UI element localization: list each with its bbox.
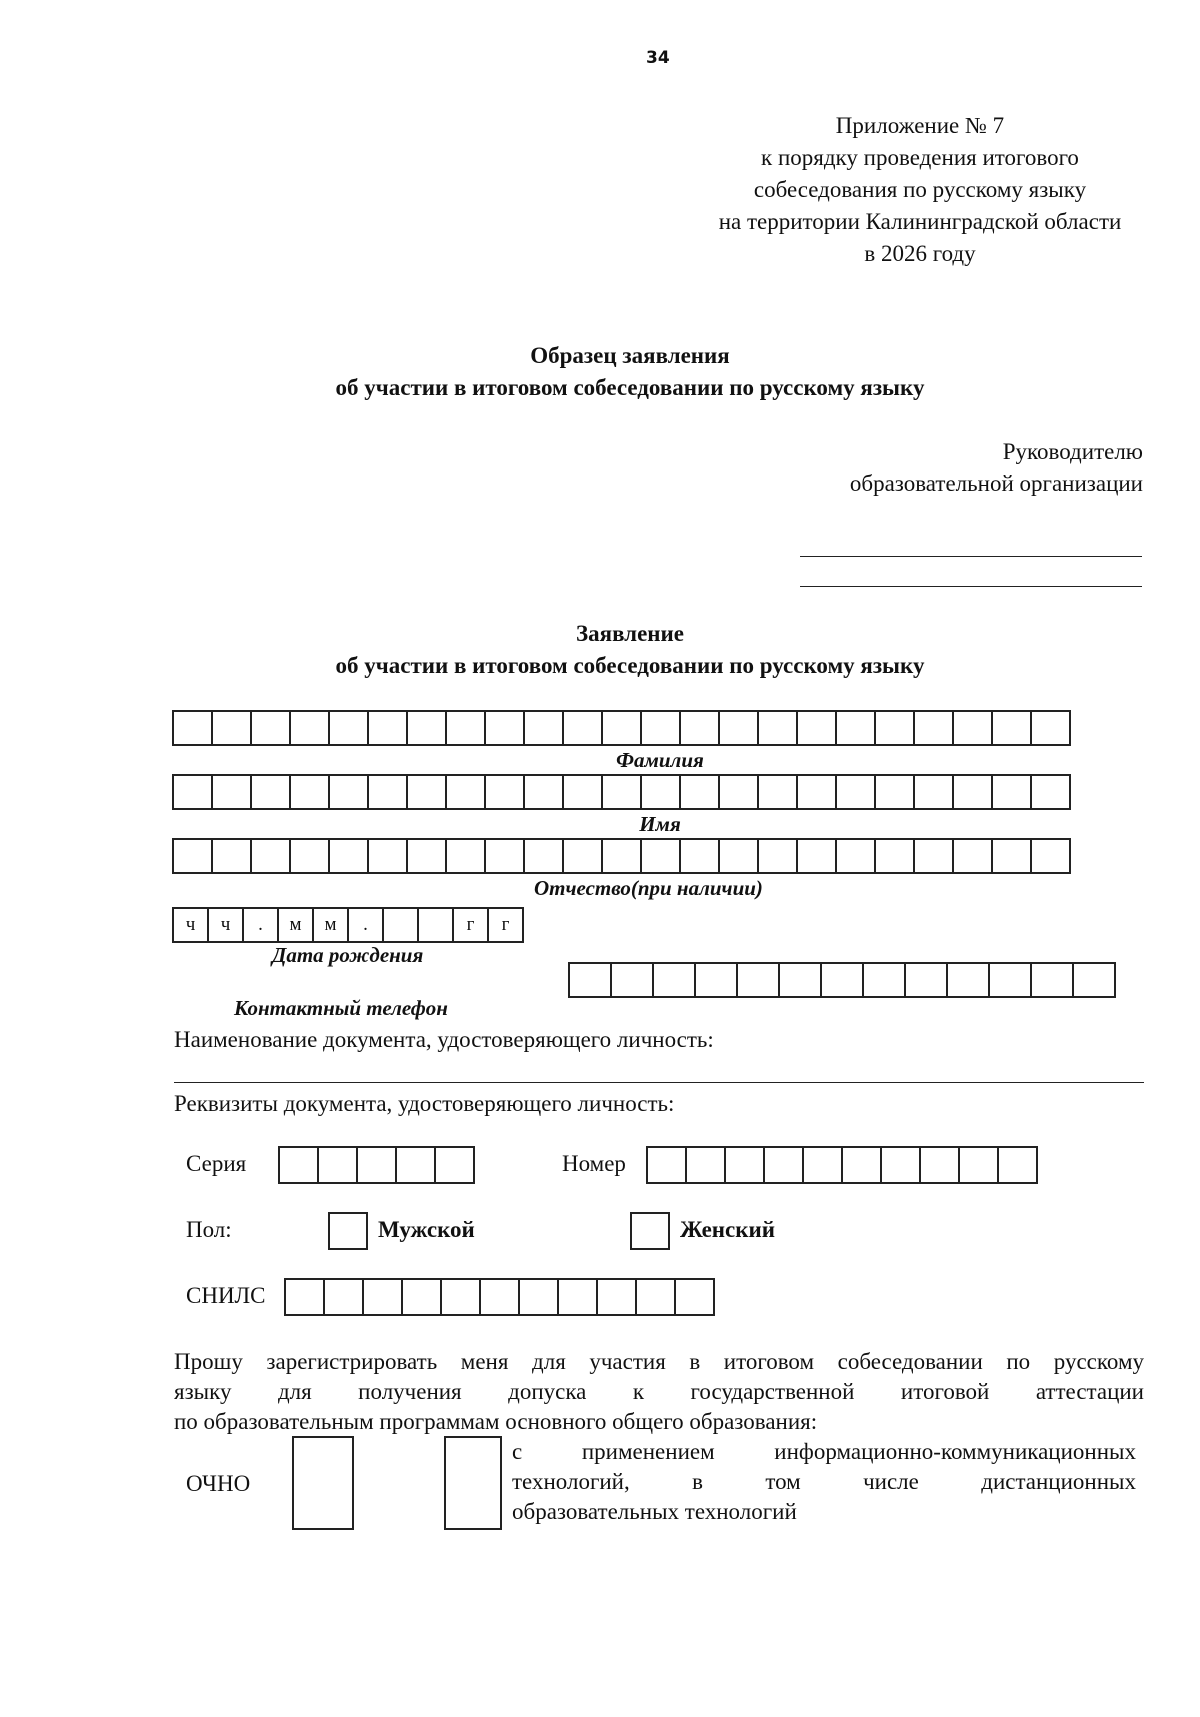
surname-input[interactable] [172,710,1071,746]
letter-cell[interactable] [523,710,564,746]
letter-cell[interactable] [679,838,720,874]
appendix-block [620,110,1200,270]
surname-label: Фамилия [616,748,704,772]
letter-cell[interactable] [523,774,564,810]
birth-date-input[interactable] [172,907,524,943]
in-person-label: ОЧНО [186,1471,251,1496]
snils-input[interactable] [284,1278,715,1316]
letter-cell[interactable] [991,774,1032,810]
letter-cell[interactable] [289,774,330,810]
appendix-line: Приложение № 7 [835,113,1005,138]
letter-cell[interactable] [484,710,525,746]
letter-cell[interactable] [1030,962,1074,998]
letter-cell[interactable] [250,774,291,810]
remote-label-line: образовательных технологий [512,1499,797,1524]
letter-cell[interactable] [211,838,252,874]
letter-cell[interactable] [1030,710,1071,746]
letter-cell[interactable] [674,1278,715,1316]
letter-cell[interactable] [991,838,1032,874]
letter-cell[interactable] [820,962,864,998]
addressee-line: образовательной организации [849,471,1143,496]
appendix-line: в 2026 году [864,241,976,266]
letter-cell[interactable] [406,774,447,810]
series-input[interactable] [278,1146,475,1184]
letter-cell[interactable]: м [312,907,349,943]
remote-checkbox[interactable] [444,1436,502,1530]
letter-cell[interactable] [434,1146,475,1184]
letter-cell[interactable] [952,710,993,746]
letter-cell[interactable] [395,1146,436,1184]
letter-cell[interactable] [445,710,486,746]
letter-cell[interactable] [211,710,252,746]
letter-cell[interactable] [367,838,408,874]
letter-cell[interactable] [406,838,447,874]
letter-cell[interactable] [211,774,252,810]
letter-cell[interactable]: г [452,907,489,943]
letter-cell[interactable] [685,1146,726,1184]
page-number: 34 [646,48,670,68]
application-title-line: Заявление [575,621,685,646]
letter-cell[interactable] [362,1278,403,1316]
appendix-line: собеседования по русскому языку [753,177,1087,202]
letter-cell[interactable] [557,1278,598,1316]
letter-cell[interactable]: ч [172,907,209,943]
addressee-blank-line[interactable] [800,556,1142,557]
letter-cell[interactable] [406,710,447,746]
letter-cell[interactable] [913,774,954,810]
letter-cell[interactable] [796,838,837,874]
request-line: по образовательным программам основного общего образования: [174,1409,818,1434]
request-line: Прошу зарегистрировать меня для участия в итоговом собеседовании по русскому [174,1349,1144,1374]
female-checkbox[interactable] [630,1212,670,1250]
letter-cell[interactable] [757,774,798,810]
letter-cell[interactable] [841,1146,882,1184]
patronymic-input[interactable] [172,838,1071,874]
letter-cell[interactable] [601,774,642,810]
letter-cell[interactable] [874,838,915,874]
letter-cell[interactable] [356,1146,397,1184]
letter-cell[interactable] [718,710,759,746]
letter-cell[interactable] [289,838,330,874]
letter-cell[interactable] [835,710,876,746]
letter-cell[interactable] [596,1278,637,1316]
letter-cell[interactable] [289,710,330,746]
sample-title-line: об участии в итоговом собеседовании по русскому языку [335,375,925,400]
name-input[interactable] [172,774,1071,810]
remote-label-line: технологий, в том числе дистанционных [512,1469,1136,1494]
birth-date-label: Дата рождения [272,943,424,967]
letter-cell[interactable] [278,1146,319,1184]
number-input[interactable] [646,1146,1038,1184]
letter-cell[interactable] [367,774,408,810]
application-title [200,618,1060,682]
sample-title-line: Образец заявления [530,343,730,368]
doc-name-line[interactable] [174,1082,1144,1083]
letter-cell[interactable] [679,774,720,810]
female-label: Женский [680,1217,775,1242]
name-label: Имя [639,812,681,836]
letter-cell[interactable] [913,710,954,746]
letter-cell[interactable] [601,838,642,874]
letter-cell[interactable] [679,710,720,746]
letter-cell[interactable] [646,1146,687,1184]
letter-cell[interactable] [417,907,454,943]
letter-cell[interactable] [562,710,603,746]
letter-cell[interactable] [1030,838,1071,874]
letter-cell[interactable] [562,838,603,874]
letter-cell[interactable]: м [277,907,314,943]
letter-cell[interactable] [796,710,837,746]
letter-cell[interactable] [862,962,906,998]
letter-cell[interactable] [284,1278,325,1316]
phone-label: Контактный телефон [234,996,448,1020]
letter-cell[interactable] [328,774,369,810]
appendix-line: на территории Калининградской области [718,209,1122,234]
patronymic-label: Отчество(при наличии) [534,876,763,900]
letter-cell[interactable] [946,962,990,998]
letter-cell[interactable]: ч [207,907,244,943]
letter-cell[interactable] [718,838,759,874]
letter-cell[interactable] [718,774,759,810]
application-title-line: об участии в итоговом собеседовании по русскому языку [335,653,925,678]
letter-cell[interactable] [958,1146,999,1184]
letter-cell[interactable] [323,1278,364,1316]
letter-cell[interactable] [635,1278,676,1316]
in-person-checkbox[interactable] [292,1436,354,1530]
snils-label: СНИЛС [186,1283,266,1308]
number-label: Номер [562,1151,626,1176]
remote-label-line: с применением информационно-коммуникационных [512,1439,1136,1464]
letter-cell[interactable] [328,838,369,874]
letter-cell[interactable] [250,838,291,874]
letter-cell[interactable] [640,774,681,810]
letter-cell[interactable] [835,774,876,810]
letter-cell[interactable] [1030,774,1071,810]
letter-cell[interactable] [778,962,822,998]
letter-cell[interactable] [601,710,642,746]
letter-cell[interactable] [952,774,993,810]
doc-details-label: Реквизиты документа, удостоверяющего личность: [174,1091,675,1116]
letter-cell[interactable] [610,962,654,998]
letter-cell[interactable] [694,962,738,998]
letter-cell[interactable] [988,962,1032,998]
letter-cell[interactable] [562,774,603,810]
letter-cell[interactable] [518,1278,559,1316]
letter-cell[interactable] [445,774,486,810]
addressee [700,436,1143,500]
series-label: Серия [186,1151,247,1176]
letter-cell[interactable] [479,1278,520,1316]
letter-cell[interactable] [802,1146,843,1184]
letter-cell[interactable] [757,838,798,874]
gender-label: Пол: [186,1217,232,1242]
letter-cell[interactable] [523,838,564,874]
letter-cell[interactable] [724,1146,765,1184]
sample-title [200,340,1060,404]
letter-cell[interactable] [382,907,419,943]
request-line: языку для получения допуска к государственной итоговой аттестации [174,1379,1144,1404]
letter-cell[interactable] [952,838,993,874]
letter-cell[interactable] [874,710,915,746]
letter-cell[interactable] [736,962,780,998]
letter-cell[interactable] [568,962,612,998]
letter-cell[interactable] [172,710,213,746]
letter-cell[interactable] [445,838,486,874]
letter-cell[interactable] [440,1278,481,1316]
addressee-blank-line[interactable] [800,586,1142,587]
male-checkbox[interactable] [328,1212,368,1250]
letter-cell[interactable] [913,838,954,874]
letter-cell[interactable] [484,774,525,810]
letter-cell[interactable] [328,710,369,746]
letter-cell[interactable] [484,838,525,874]
letter-cell[interactable] [757,710,798,746]
phone-input[interactable] [568,962,1116,998]
letter-cell[interactable] [880,1146,921,1184]
letter-cell[interactable] [763,1146,804,1184]
letter-cell[interactable] [640,710,681,746]
letter-cell[interactable] [172,838,213,874]
letter-cell[interactable] [874,774,915,810]
male-label: Мужской [378,1217,475,1242]
letter-cell[interactable] [1072,962,1116,998]
letter-cell[interactable] [904,962,948,998]
letter-cell[interactable] [172,774,213,810]
addressee-line: Руководителю [1002,439,1143,464]
letter-cell[interactable] [997,1146,1038,1184]
letter-cell[interactable]: г [487,907,524,943]
doc-name-label: Наименование документа, удостоверяющего личность: [174,1027,714,1052]
letter-cell[interactable] [796,774,837,810]
letter-cell[interactable] [640,838,681,874]
letter-cell[interactable] [991,710,1032,746]
letter-cell[interactable] [919,1146,960,1184]
letter-cell[interactable] [652,962,696,998]
letter-cell[interactable] [401,1278,442,1316]
letter-cell[interactable]: . [347,907,384,943]
appendix-line: к порядку проведения итогового [761,145,1079,170]
letter-cell[interactable] [250,710,291,746]
letter-cell[interactable]: . [242,907,279,943]
letter-cell[interactable] [835,838,876,874]
letter-cell[interactable] [317,1146,358,1184]
letter-cell[interactable] [367,710,408,746]
